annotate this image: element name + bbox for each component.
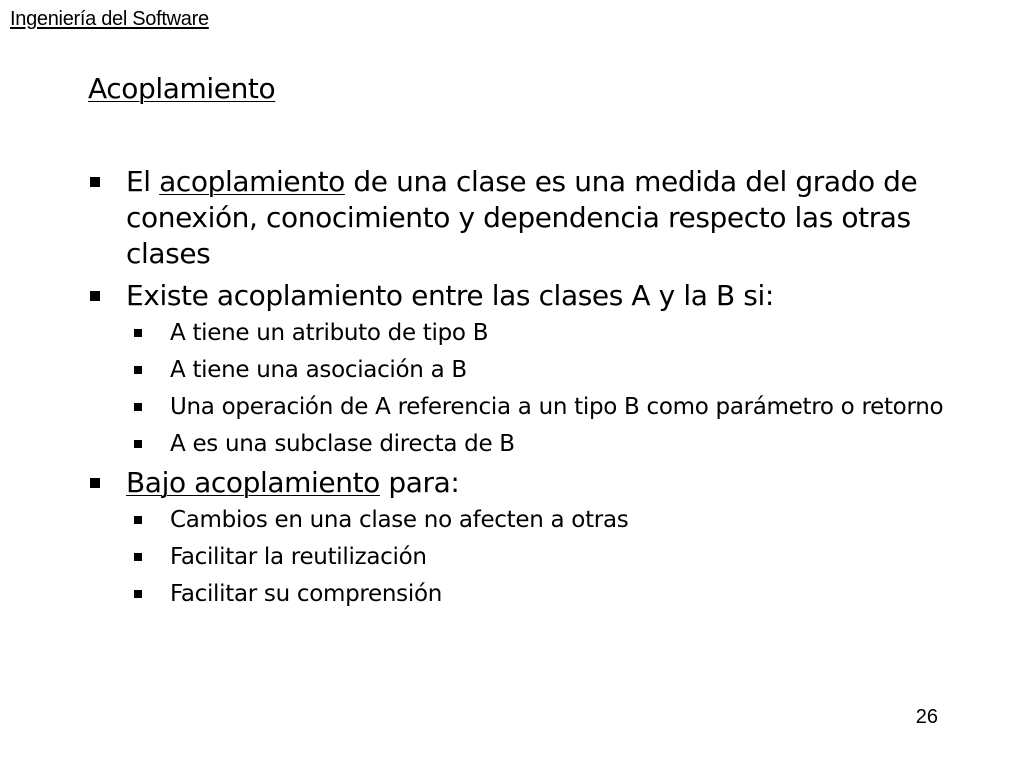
condition-text: A tiene un atributo de tipo B <box>170 320 489 346</box>
condition-item <box>132 318 948 348</box>
benefit-text: Cambios en una clase no afecten a otras <box>170 507 629 533</box>
square-bullet-icon <box>134 403 142 411</box>
benefit-text: Facilitar su comprensión <box>170 581 443 607</box>
slide-title: Acoplamiento <box>88 72 276 105</box>
bullet-conditions <box>88 278 948 314</box>
square-bullet-icon <box>134 366 142 374</box>
bullet-definition <box>88 164 948 272</box>
page-number: 26 <box>915 706 938 728</box>
benefit-item <box>132 579 948 609</box>
square-bullet-icon <box>90 177 100 187</box>
condition-item <box>132 355 948 385</box>
square-bullet-icon <box>90 478 100 488</box>
square-bullet-icon <box>134 590 142 598</box>
square-bullet-icon <box>134 440 142 448</box>
condition-text: A tiene una asociación a B <box>170 357 467 383</box>
condition-item <box>132 392 948 422</box>
definition-prefix: El <box>126 165 160 198</box>
condition-item <box>132 429 948 459</box>
benefit-item <box>132 505 948 535</box>
low-coupling-suffix: para: <box>379 466 460 499</box>
square-bullet-icon <box>134 329 142 337</box>
definition-text: de una clase es una medida del grado de conexión, conocimiento y dependencia respecto las otras clases <box>126 165 918 270</box>
square-bullet-icon <box>134 516 142 524</box>
benefits-list <box>132 505 948 609</box>
bullet-low-coupling <box>88 465 948 501</box>
square-bullet-icon <box>134 553 142 561</box>
square-bullet-icon <box>90 291 100 301</box>
definition-term: acoplamiento <box>159 165 345 198</box>
slide-content <box>88 164 948 613</box>
low-coupling-term: Bajo acoplamiento <box>126 466 380 499</box>
condition-text: A es una subclase directa de B <box>170 431 515 457</box>
conditions-text: Existe acoplamiento entre las clases A y la B si: <box>126 279 774 312</box>
condition-text: Una operación de A referencia a un tipo B como parámetro o retorno <box>170 394 944 420</box>
conditions-list <box>132 318 948 459</box>
benefit-item <box>132 542 948 572</box>
benefit-text: Facilitar la reutilización <box>170 544 427 570</box>
course-header: Ingeniería del Software <box>10 8 209 30</box>
